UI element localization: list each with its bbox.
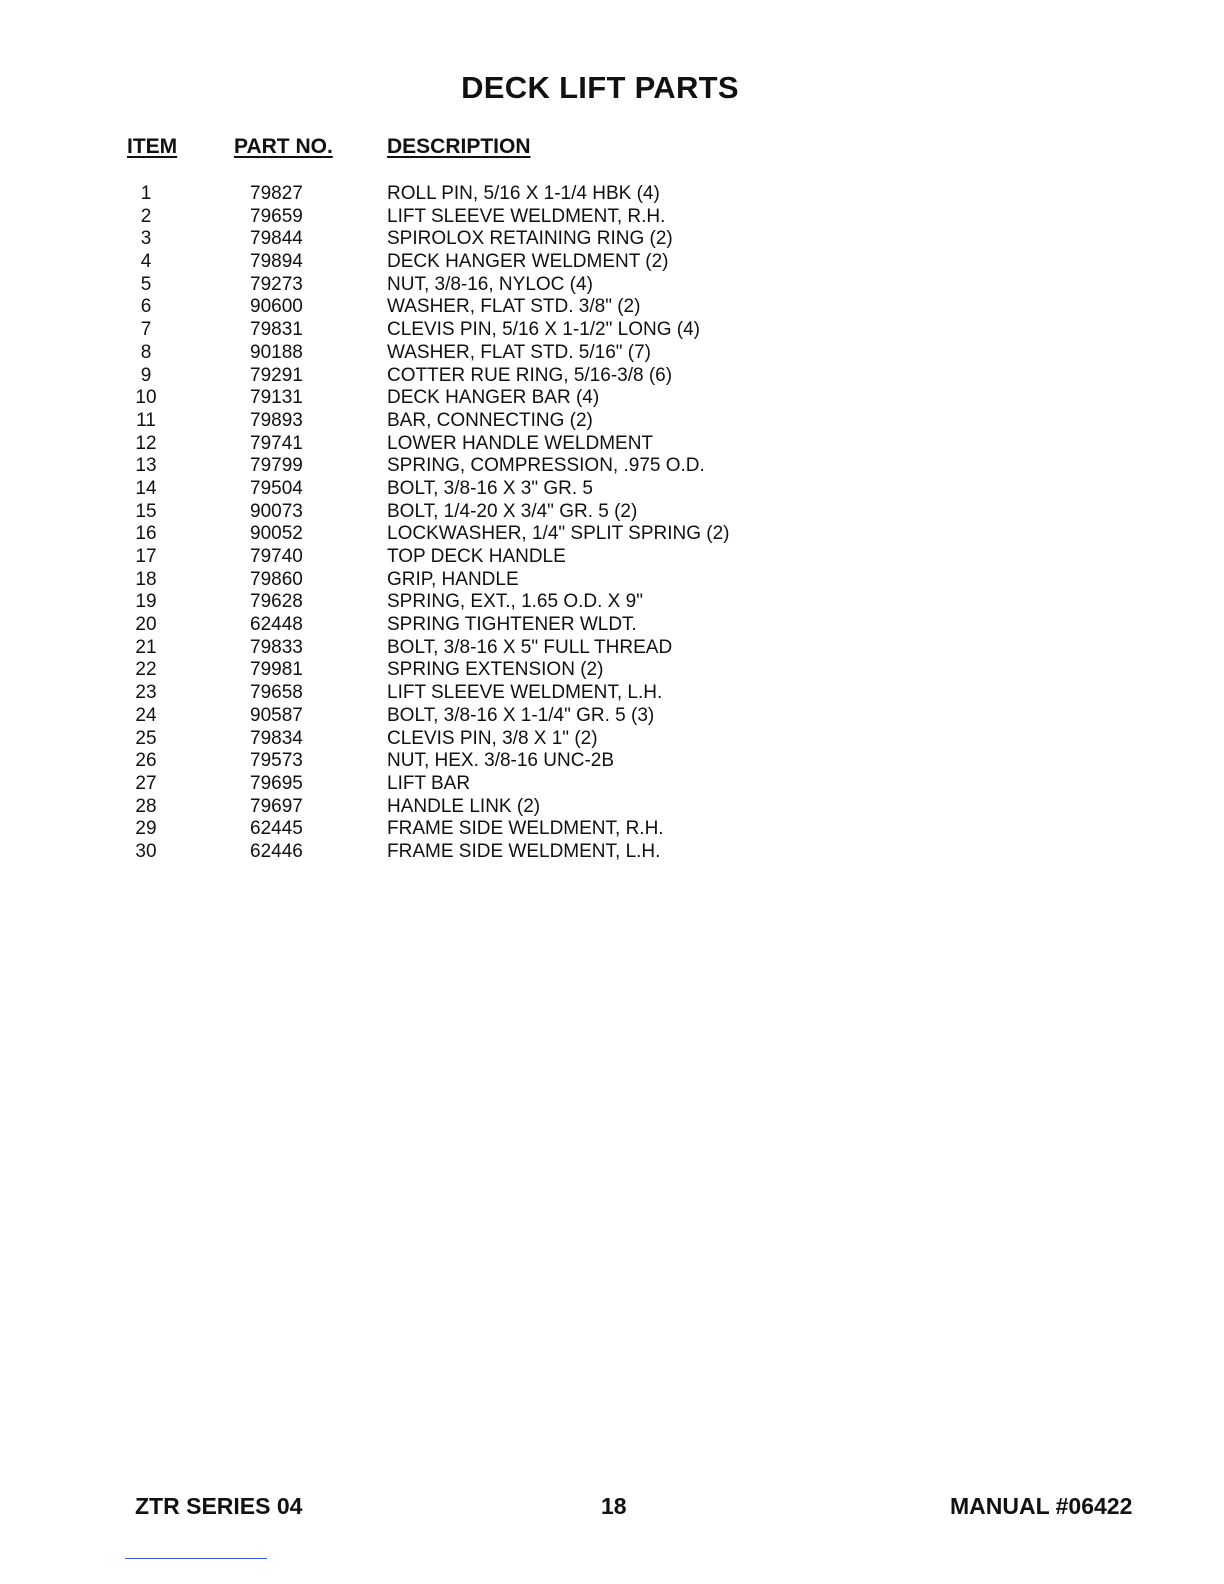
list-item — [0, 478, 1224, 501]
part-number: 90600 — [250, 296, 303, 318]
item-number: 25 — [135, 727, 157, 749]
part-number: 79628 — [250, 591, 303, 613]
list-item — [0, 728, 1224, 751]
part-number: 79844 — [250, 228, 303, 250]
item-number: 19 — [135, 591, 157, 613]
part-description: FRAME SIDE WELDMENT, L.H. — [387, 840, 661, 862]
part-description: BOLT, 3/8-16 X 3" GR. 5 — [387, 477, 593, 499]
footer-manual-number: MANUAL #06422 — [950, 1493, 1133, 1519]
list-item — [0, 659, 1224, 682]
list-item — [0, 342, 1224, 365]
list-item — [0, 274, 1224, 297]
footer-page-number: 18 — [601, 1493, 627, 1519]
item-number: 3 — [140, 228, 152, 250]
part-number: 62445 — [250, 818, 303, 840]
part-description: LIFT SLEEVE WELDMENT, R.H. — [387, 205, 666, 227]
part-description: CLEVIS PIN, 3/8 X 1" (2) — [387, 727, 598, 749]
part-number: 79291 — [250, 364, 303, 386]
part-description: ROLL PIN, 5/16 X 1-1/4 HBK (4) — [387, 183, 660, 204]
item-number: 15 — [135, 500, 157, 522]
list-item — [0, 591, 1224, 614]
list-item — [0, 501, 1224, 524]
item-number: 30 — [135, 840, 157, 862]
part-description: CLEVIS PIN, 5/16 X 1-1/2" LONG (4) — [387, 319, 700, 341]
item-number: 20 — [135, 614, 157, 636]
part-description: BOLT, 3/8-16 X 5" FULL THREAD — [387, 636, 673, 658]
part-number: 79573 — [250, 750, 303, 772]
item-number: 1 — [140, 183, 152, 204]
column-header-description: DESCRIPTION — [387, 135, 531, 158]
part-description: DECK HANGER BAR (4) — [387, 387, 600, 409]
part-number: 79697 — [250, 795, 303, 817]
part-description: LIFT SLEEVE WELDMENT, L.H. — [387, 682, 663, 704]
part-number: 62448 — [250, 614, 303, 636]
list-item — [0, 682, 1224, 705]
list-item — [0, 206, 1224, 229]
part-description: SPRING, COMPRESSION, .975 O.D. — [387, 455, 705, 477]
part-number: 79834 — [250, 727, 303, 749]
part-description: SPRING EXTENSION (2) — [387, 659, 604, 681]
part-number: 79860 — [250, 568, 303, 590]
list-item — [0, 433, 1224, 456]
part-number: 90587 — [250, 704, 303, 726]
list-item — [0, 387, 1224, 410]
item-number: 27 — [135, 772, 157, 794]
part-description: LOWER HANDLE WELDMENT — [387, 432, 654, 454]
part-number: 79131 — [250, 387, 303, 409]
part-description: NUT, HEX. 3/8-16 UNC-2B — [387, 750, 615, 772]
part-description: HANDLE LINK (2) — [387, 795, 541, 817]
part-description: LOCKWASHER, 1/4" SPLIT SPRING (2) — [387, 523, 730, 545]
part-description: BOLT, 1/4-20 X 3/4" GR. 5 (2) — [387, 500, 638, 522]
list-item — [0, 523, 1224, 546]
item-number: 16 — [135, 523, 157, 545]
part-description: GRIP, HANDLE — [387, 568, 519, 590]
list-item — [0, 365, 1224, 388]
part-number: 79695 — [250, 772, 303, 794]
part-number: 79659 — [250, 205, 303, 227]
list-item — [0, 818, 1224, 841]
item-number: 23 — [135, 682, 157, 704]
part-number: 79504 — [250, 477, 303, 499]
part-description: SPIROLOX RETAINING RING (2) — [387, 228, 673, 250]
part-number: 79799 — [250, 455, 303, 477]
list-item — [0, 637, 1224, 660]
item-number: 14 — [135, 477, 157, 499]
list-item — [0, 750, 1224, 773]
list-item — [0, 251, 1224, 274]
item-number: 9 — [140, 364, 152, 386]
part-description: BAR, CONNECTING (2) — [387, 409, 593, 431]
list-item — [0, 796, 1224, 819]
part-description: DECK HANGER WELDMENT (2) — [387, 251, 669, 273]
list-item — [0, 319, 1224, 342]
column-header-part-no: PART NO. — [234, 135, 333, 158]
bottom-rule — [125, 1558, 267, 1559]
item-number: 12 — [135, 432, 157, 454]
list-item — [0, 228, 1224, 251]
item-number: 29 — [135, 818, 157, 840]
part-number: 62446 — [250, 840, 303, 862]
item-number: 18 — [135, 568, 157, 590]
part-description: NUT, 3/8-16, NYLOC (4) — [387, 273, 593, 295]
part-number: 79831 — [250, 319, 303, 341]
part-description: FRAME SIDE WELDMENT, R.H. — [387, 818, 664, 840]
item-number: 10 — [135, 387, 157, 409]
list-item — [0, 410, 1224, 433]
part-description: TOP DECK HANDLE — [387, 546, 566, 567]
part-description: SPRING TIGHTENER WLDT. — [387, 614, 637, 636]
item-number: 24 — [135, 704, 157, 726]
part-number: 79658 — [250, 682, 303, 704]
item-number: 28 — [135, 795, 157, 817]
item-number: 7 — [140, 319, 152, 341]
part-description: SPRING, EXT., 1.65 O.D. X 9" — [387, 591, 643, 613]
part-description: WASHER, FLAT STD. 5/16" (7) — [387, 341, 652, 363]
item-number: 2 — [140, 205, 152, 227]
part-number: 90188 — [250, 341, 303, 363]
part-description: COTTER RUE RING, 5/16-3/8 (6) — [387, 364, 673, 386]
part-description: BOLT, 3/8-16 X 1-1/4" GR. 5 (3) — [387, 704, 655, 726]
list-item — [0, 614, 1224, 637]
part-number: 79894 — [250, 251, 303, 273]
part-number: 79893 — [250, 409, 303, 431]
item-number: 11 — [136, 409, 156, 431]
list-item — [0, 183, 1224, 206]
part-number: 79827 — [250, 183, 303, 204]
footer-series: ZTR SERIES 04 — [135, 1493, 303, 1519]
item-number: 21 — [135, 636, 157, 658]
list-item — [0, 705, 1224, 728]
part-number: 79740 — [250, 546, 303, 567]
list-item — [0, 296, 1224, 319]
part-number: 90073 — [250, 500, 303, 522]
part-number: 79833 — [250, 636, 303, 658]
list-item — [0, 455, 1224, 478]
part-description: LIFT BAR — [387, 772, 471, 794]
item-number: 26 — [135, 750, 157, 772]
part-number: 79741 — [250, 432, 303, 454]
part-number: 90052 — [250, 523, 303, 545]
part-number: 79273 — [250, 273, 303, 295]
column-header-item: ITEM — [127, 135, 178, 158]
parts-list — [0, 183, 1224, 864]
list-item — [0, 773, 1224, 796]
item-number: 22 — [135, 659, 157, 681]
item-number: 4 — [140, 251, 152, 273]
list-item — [0, 546, 1224, 569]
part-number: 79981 — [250, 659, 303, 681]
part-description: WASHER, FLAT STD. 3/8" (2) — [387, 296, 641, 318]
item-number: 6 — [140, 296, 152, 318]
item-number: 17 — [135, 546, 157, 567]
item-number: 13 — [135, 455, 157, 477]
page-title: DECK LIFT PARTS — [461, 70, 739, 105]
item-number: 5 — [140, 273, 152, 295]
list-item — [0, 841, 1224, 864]
item-number: 8 — [140, 341, 152, 363]
list-item — [0, 569, 1224, 592]
